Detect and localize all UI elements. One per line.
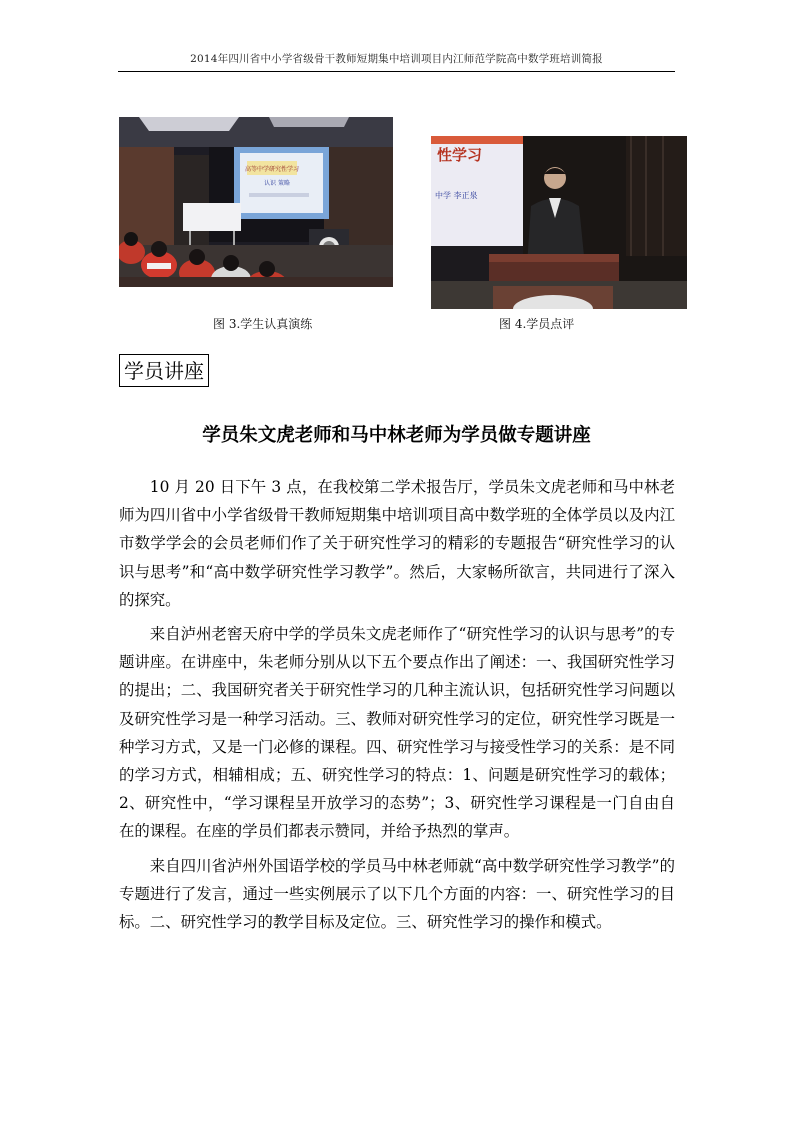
- speaker-at-podium-photo: [431, 136, 687, 309]
- article-body: [119, 473, 675, 942]
- header-rule: [118, 71, 675, 72]
- figure-3-photo: [119, 117, 393, 287]
- section-label: 学员讲座: [119, 354, 209, 387]
- paragraph: 10 月 20 日下午 3 点，在我校第二学术报告厅，学员朱文虎老师和马中林老师为四川省中小学省级骨干教师短期集中培训项目高中数学班的全体学员以及内江市数学学会的会员老师们作了关于研究性学习的精彩的专题报告“研究性学习的认识与思考”和“高中数学研究性学习教学”。然后，大家畅所欲言，共同进行了深入的探究。: [119, 478, 675, 609]
- figure-3-caption: 图 3.学生认真演练: [213, 317, 313, 331]
- slide1-line1: 高等中学研究性学习: [244, 166, 300, 173]
- figure-4-photo: [431, 136, 687, 309]
- slide1-line2: 认识 策略: [264, 180, 290, 187]
- figure-4-caption: 图 4.学员点评: [499, 317, 575, 331]
- paragraph: 来自四川省泸州外国语学校的学员马中林老师就“高中数学研究性学习教学”的专题进行了发言，通过一些实例展示了以下几个方面的内容：一、研究性学习的目标。二、研究性学习的教学目标及定位。三、研究性学习的操作和模式。: [119, 856, 675, 932]
- classroom-projection-photo: [119, 117, 393, 287]
- paragraph: 来自泸州老窖天府中学的学员朱文虎老师作了“研究性学习的认识与思考”的专题讲座。在讲座中，朱老师分别从以下五个要点作出了阐述：一、我国研究性学习的提出；二、我国研究者关于研究性学习的几种主流认识，包括研究性学习问题以及研究性学习是一种学习活动。三、教师对研究性学习的定位，研究性学习既是一种学习方式，又是一门必修的课程。四、研究性学习与接受性学习的关系：是不同的学习方式，相辅相成；五、研究性学习的特点：1、问题是研究性学习的载体；2、研究性中，“学习课程呈开放学习的态势”；3、研究性学习课程是一门自由自在的课程。在座的学员们都表示赞同，并给予热烈的掌声。: [119, 625, 675, 841]
- page-header: 2014年四川省中小学省级骨干教师短期集中培训项目内江师范学院高中数学班培训简报: [190, 53, 603, 65]
- slide2-line2: 中学 李正泉: [435, 191, 478, 200]
- article-title: 学员朱文虎老师和马中林老师为学员做专题讲座: [202, 425, 591, 446]
- slide2-line1: 性学习: [437, 146, 483, 164]
